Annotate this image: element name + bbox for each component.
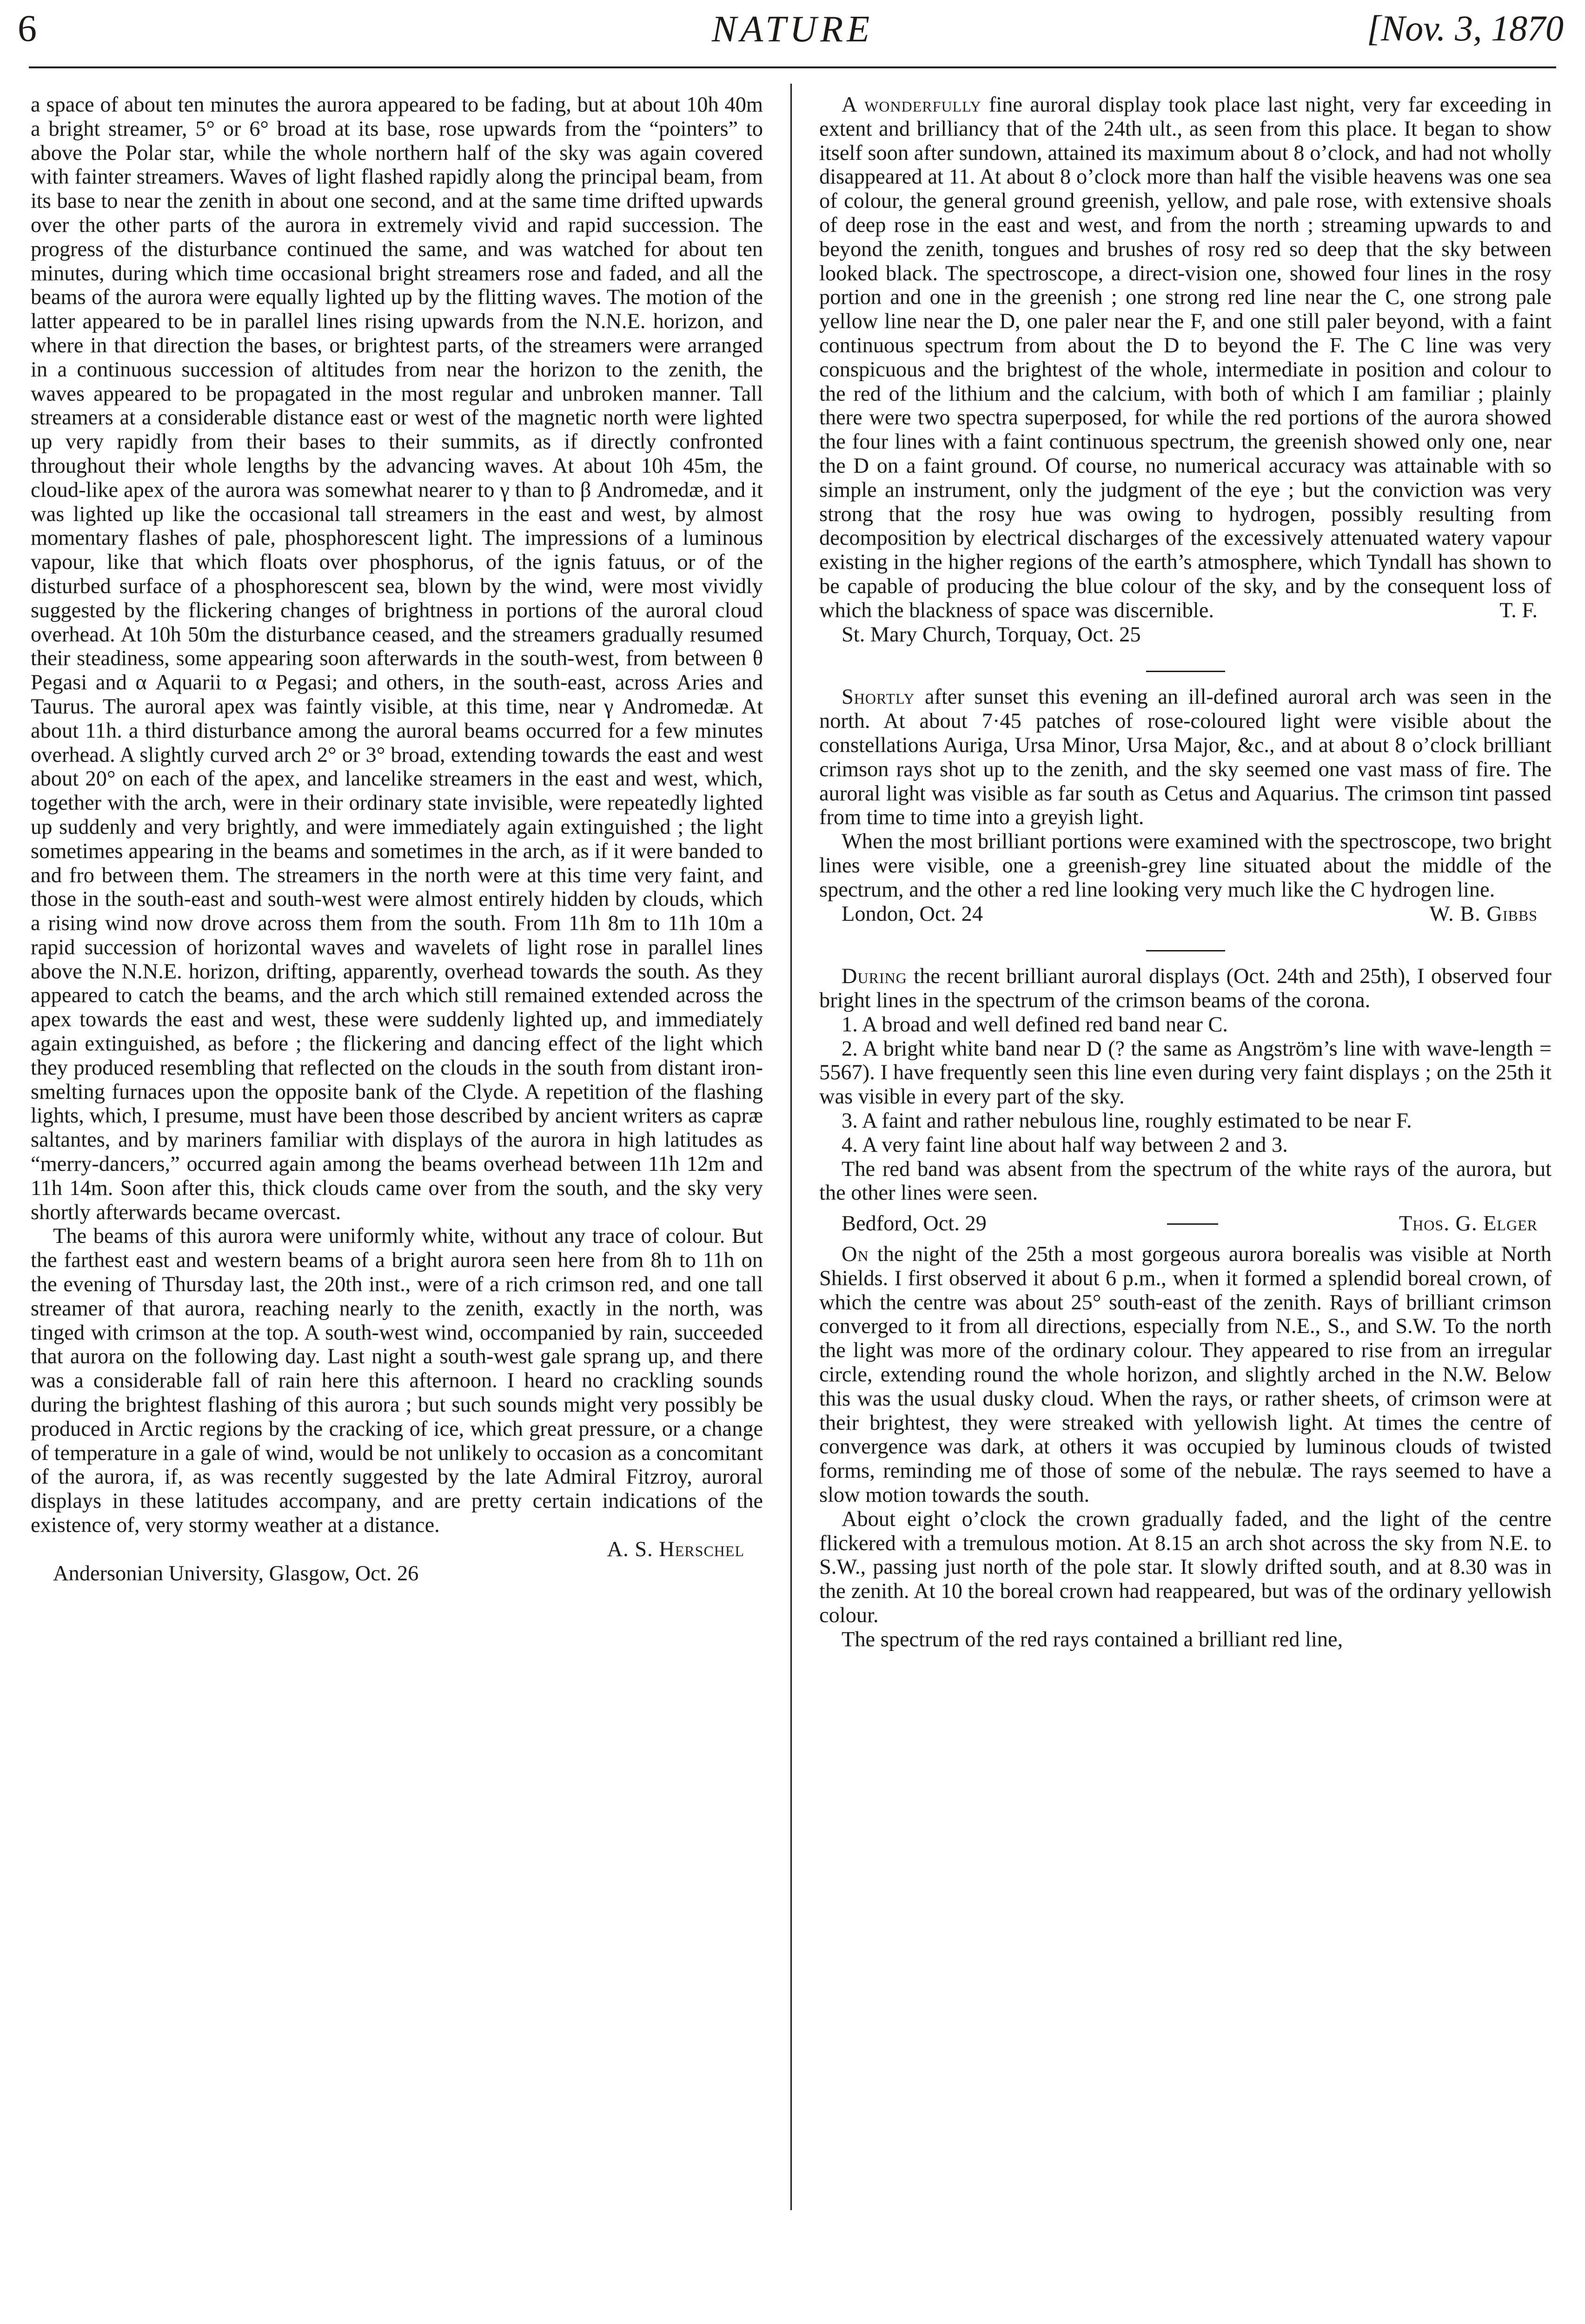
issue-date: [Nov. 3, 1870 xyxy=(1366,8,1564,48)
north-shields-letter-paragraph-2: About eight o’clock the crown gradually faded, and the light of the centre flickered with a tremulous motion. At 8.15 an arch shot across the sky from N.E. to S.W., passing just north of the pole star. It slowly drifted south, and at 8.30 was in the zenith. At 10 the boreal crown had reappeared, but was of the ordinary yellowish colour. xyxy=(819,1507,1552,1628)
signoff-dash xyxy=(1167,1223,1218,1225)
london-letter-body: after sunset this evening an ill-defined auroral arch was seen in the north. At about 7·45 patches of rose-coloured light were visible about the constellations Auriga, Ursa Minor, Ursa Major, &c., and at about 8 o’clock brilliant crimson rays shot up to the zenith, and the sky seemed one vast mass of fire. The auroral light was visible as far south as Cetus and Aquarius. The crimson tint passed from time to time into a greyish light. xyxy=(819,685,1552,830)
page-number: 6 xyxy=(18,7,37,49)
herschel-letter-paragraph-2: The beams of this aurora were uniformly white, without any trace of colour. But the farthest east and western beams of a bright aurora seen here from 8h to 11h on the evening of Thursday last, the 20th inst., were of a rich crimson red, and one tall streamer of that aurora, reaching nearly to the zenith, exactly in the north, was tinged with crimson at the top. A south-west wind, occompanied by rain, succeeded that aurora on the following day. Last night a south-west gale sprang up, and there was a considerable fall of rain here this afternoon. I heard no crackling sounds during the brightest flashing of this aurora ; but such sounds might very possibly be produced in Arctic regions by the cracking of ice, which great pressure, or a change of temperature in a gale of wind, would be not unlikely to occasion as a concomitant of the aurora, if, as was recently suggested by the late Admiral Fitzroy, auroral displays in these latitudes accompany, and are pretty certain indications of the existence of, very stormy weather at a distance. xyxy=(31,1224,763,1538)
north-shields-letter xyxy=(819,1242,1552,1507)
north-shields-letter-paragraph-3: The spectrum of the red rays contained a brilliant red line, xyxy=(842,1627,1343,1651)
left-column xyxy=(31,93,763,2319)
bedford-letter xyxy=(819,964,1552,1013)
letter-separator-1 xyxy=(1146,671,1225,672)
bedford-place-date: Bedford, Oct. 29 xyxy=(842,1212,987,1236)
journal-title: NATURE xyxy=(711,9,874,50)
spectrum-line-item-4: 4. A very faint line about half way between 2 and 3. xyxy=(842,1133,1288,1157)
north-shields-letter-body: the night of the 25th a most gorgeous aurora borealis was visible at North Shields. I first observed it about 6 p.m., when it formed a splendid boreal crown, of which the centre was about 25° south-east of the zenith. Rays of brilliant crimson converged to it from all directions, especially from N.E., S., and S.W. To the north the light was more of the ordinary colour. They appeared to rise from an irregular circle, extending round the whole horizon, and slightly arched in the N.W. Below this was the usual dusky cloud. When the rays, or rather sheets, of crimson were at their brightest, they were streaked with yellowish light. At times the centre of convergence was dark, at others it was occupied by luminous clouds of twisted forms, reminding me of those of some of the nebulæ. The rays seemed to have a slow motion towards the south. xyxy=(819,1242,1552,1507)
london-place-date: London, Oct. 24 xyxy=(842,902,983,926)
spectrum-line-item-1: 1. A broad and well defined red band near C. xyxy=(842,1012,1228,1037)
bedford-letter-body: the recent brilliant auroral displays (Oct. 24th and 25th), I observed four bright lines in the spectrum of the crimson beams of the corona. xyxy=(819,964,1552,1013)
london-signoff xyxy=(819,902,1552,926)
running-head xyxy=(0,0,1585,79)
london-letter-lead: Shortly xyxy=(842,685,915,709)
london-letter xyxy=(819,685,1552,830)
torquay-letter-body: fine auroral display took place last night, very far exceeding in extent and brilliancy that of the 24th ult., as seen from this place. It began to show itself soon after sundown, attained its maximum about 8 o’clock, and had not wholly disappeared at 11. At about 8 o’clock more than half the visible heavens was one sea of colour, the general ground greenish, yellow, and pale rose, with extensive shoals of deep rose in the east and west, and from the north ; streaming upwards to and beyond the zenith, tongues and brushes of rosy red so deep that the sky between looked black. The spectroscope, a direct-vision one, showed four lines in the rosy portion and one in the greenish ; one strong red line near the C, one strong pale yellow line near the D, one paler near the F, and one still paler beyond, with a faint continuous spectrum from about the D to beyond the F. The C line was very conspicuous and the brightest of the whole, intermediate in position and colour to the red of the lithium and the calcium, with both of which I am familiar ; plainly there were two spectra superposed, for while the red portions of the aurora showed the four lines with a faint continuous spectrum, the greenish showed only one, near the D on a faint ground. Of course, no numerical accuracy was attainable with so simple an instrument, only the judgment of the eye ; but the conviction was very strong that the rosy hue was owing to hydrogen, possibly resulting from decomposition by electrical discharges of the excessively attenuated watery vapour existing in the higher regions of the earth’s atmosphere, which Tyndall has shown to be capable of producing the blue colour of the sky, and by the consequent loss of which the blackness of space was discernible. xyxy=(819,93,1552,622)
london-signature: W. B. Gibbs xyxy=(1429,902,1538,926)
north-shields-letter-lead: On xyxy=(842,1242,869,1267)
torquay-letter-lead: A wonderfully xyxy=(842,93,982,117)
right-column xyxy=(819,93,1552,2319)
herschel-place-date: Andersonian University, Glasgow, Oct. 26 xyxy=(53,1561,419,1585)
torquay-letter xyxy=(819,93,1552,623)
herschel-signature: A. S. Herschel xyxy=(607,1537,744,1561)
column-rule xyxy=(790,84,792,2210)
bedford-signoff xyxy=(819,1212,1552,1236)
herschel-letter-paragraph-1: a space of about ten minutes the aurora appeared to be fading, but at about 10h 40m a bright streamer, 5° or 6° broad at its base, rose upwards from the “pointers” to above the Polar star, while the whole northern half of the sky was again covered with fainter streamers. Waves of light flashed rapidly along the principal beam, from its base to near the zenith in about one second, and at the same time drifted upwards over the other parts of the aurora in extremely vivid and rapid succession. The progress of the disturbance continued the same, and was watched for about ten minutes, during which time occasional bright streamers rose and faded, and all the beams of the aurora were equally lighted up by the flitting waves. The motion of the latter appeared to be in parallel lines rising upwards from the N.N.E. horizon, and where in that direction the bases, or brightest parts, of the streamers were arranged in a continuous succession of altitudes from near the horizon to the zenith, the waves appeared to be propagated in the most regular and unbroken manner. Tall streamers at a considerable distance east or west of the magnetic north were lighted up very rapidly from their bases to their summits, as if directly confronted throughout their whole lengths by the advancing waves. At about 10h 45m, the cloud-like apex of the aurora was somewhat nearer to γ than to β Andromedæ, and it was lighted up like the occasional tall streamers in the east and west, by almost momentary flashes of pale, phosphorescent light. The impressions of a luminous vapour, like that which floats over phosphorus, of the ignis fatuus, or of the disturbed surface of a phosphorescent sea, blown by the wind, were most vividly suggested by the flickering changes of brightness in portions of the auroral cloud overhead. At 10h 50m the disturbance ceased, and the streamers gradually resumed their steadiness, some appearing soon afterwards in the south-west, from between θ Pegasi and α Aquarii to α Pegasi; and others, in the south-east, across Aries and Taurus. The auroral apex was faintly visible, at this time, near γ Andromedæ. At about 11h. a third disturbance among the auroral beams occurred for a few minutes overhead. A slightly curved arch 2° or 3° broad, extending towards the east and west about 20° on each of the apex, and lancelike streamers in the east and west, which, together with the arch, were in their ordinary state invisible, were repeatedly lighted up suddenly and very brightly, and were immediately again extinguished ; the light sometimes appearing in the beams and sometimes in the arch, as if it were banded to and fro between them. The streamers in the north were at this time very faint, and those in the south-east and south-west were almost entirely hidden by clouds, which a rising wind now drove across them from the south. From 11h 8m to 11h 10m a rapid succession of horizontal waves and wavelets of light rose in parallel lines above the N.N.E. horizon, drifting, apparently, overhead towards the south. As they appeared to catch the beams, and the arch which still remained extended across the apex towards the east and west, these were suddenly lighted up, and immediately again extinguished, as before ; the flickering and dancing effect of the light which they produced resembling that reflected on the clouds in the south from distant iron-smelting furnaces upon the opposite bank of the Clyde. A repetition of the flashing lights, which, I presume, must have been those described by ancient writers as capræ saltantes, and by mariners familiar with displays of the aurora in high latitudes as “merry-dancers,” occurred again among the beams overhead between 11h 12m and 11h 14m. Soon after this, thick clouds came over from the south, and the sky very shortly afterwards became overcast. xyxy=(31,93,763,1224)
spectrum-line-item-2: 2. A bright white band near D (? the same as Angström’s line with wave-length = 5567). I have frequently seen this line even during very faint displays ; on the 25th it was visible in every part of the sky. xyxy=(819,1037,1552,1109)
herschel-signature-row xyxy=(31,1538,763,1562)
spectrum-line-item-3: 3. A faint and rather nebulous line, roughly estimated to be near F. xyxy=(842,1109,1412,1133)
bedford-letter-paragraph-2: The red band was absent from the spectrum of the white rays of the aurora, but the other lines were seen. xyxy=(819,1157,1552,1205)
torquay-signature: T. F. xyxy=(1499,598,1538,622)
bedford-signature: Thos. G. Elger xyxy=(1399,1212,1538,1236)
letter-separator-2 xyxy=(1146,950,1225,951)
torquay-place-date: St. Mary Church, Torquay, Oct. 25 xyxy=(842,622,1141,647)
bedford-letter-lead: During xyxy=(842,964,907,989)
header-rule xyxy=(29,66,1556,68)
london-letter-paragraph-2: When the most brilliant portions were examined with the spectroscope, two bright lines were visible, one a greenish-grey line situated about the middle of the spectrum, and the other a red line looking very much like the C hydrogen line. xyxy=(819,830,1552,902)
